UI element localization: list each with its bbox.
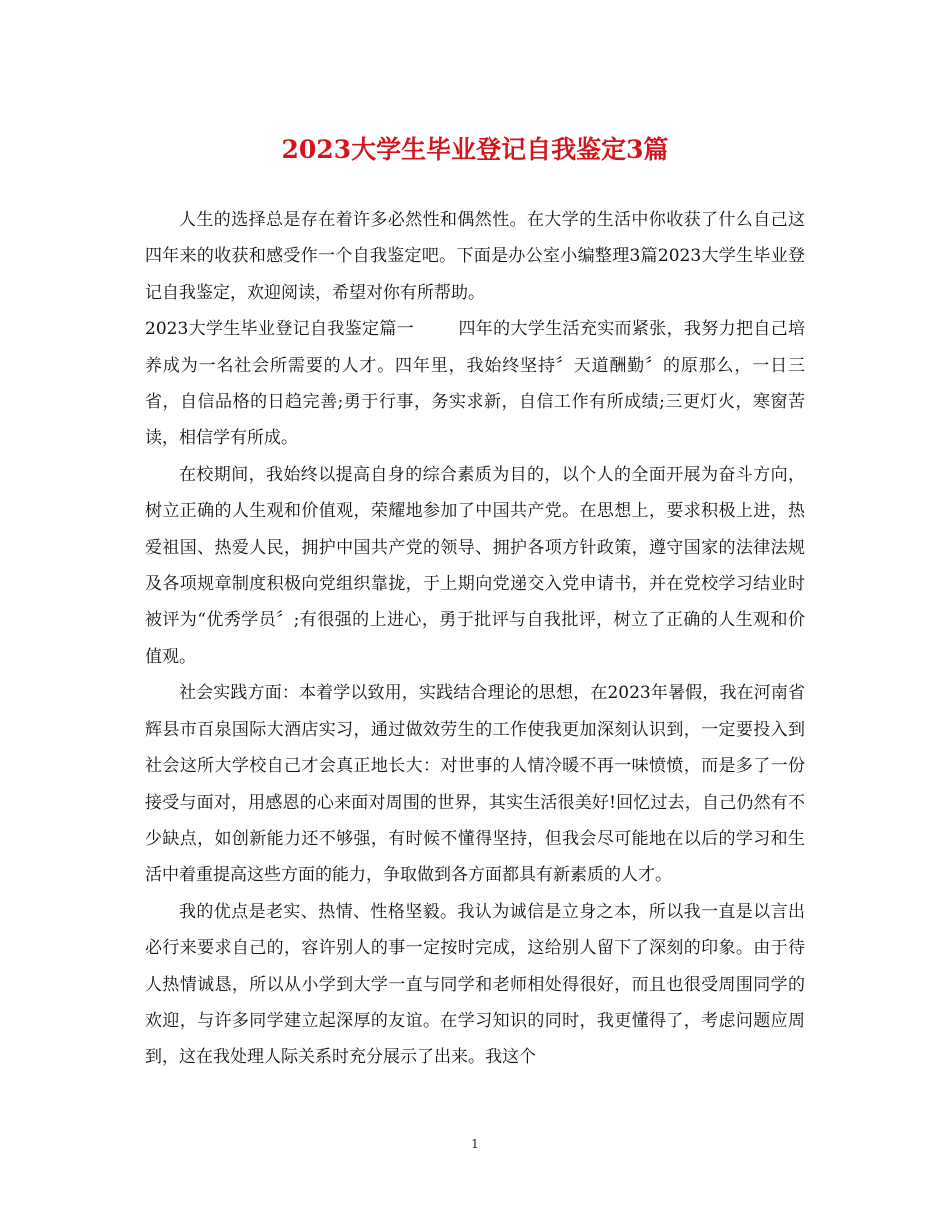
intro-paragraph: 人生的选择总是存在着许多必然性和偶然性。在大学的生活中你收获了什么自己这四年来的收获和感受作一个自我鉴定吧。下面是办公室小编整理3篇2023大学生毕业登记自我鉴定，欢迎阅读，希望对你有所帮助。 (145, 210, 805, 303)
section-heading: 2023大学生毕业登记自我鉴定篇一 (145, 319, 415, 340)
document-title: 2023大学生毕业登记自我鉴定3篇 (281, 135, 669, 164)
page-number: 1 (471, 1137, 479, 1151)
body-paragraph: 社会实践方面：本着学以致用，实践结合理论的思想，在2023年暑假，我在河南省辉县市百泉国际大酒店实习，通过做效劳生的工作使我更加深刻认识到，一定要投入到社会这所大学校自己才会真正地长大：对世事的人情冷暖不再一味愤愤，而是多了一份接受与面对，用感恩的心来面对周围的世界，其实生活很美好!回忆过去，自己仍然有不少缺点，如创新能力还不够强，有时候不懂得坚持，但我会尽可能地在以后的学习和生活中着重提高这些方面的能力，争取做到各方面都具有新素质的人才。 (145, 683, 805, 886)
document-body (145, 202, 805, 1076)
section-paragraph (145, 311, 805, 457)
body-paragraph: 我的优点是老实、热情、性格坚毅。我认为诚信是立身之本，所以我一直是以言出必行来要求自己的，容许别人的事一定按时完成，这给别人留下了深刻的印象。由于待人热情诚恳，所以从小学到大学一直与同学和老师相处得很好，而且也很受周围同学的欢迎，与许多同学建立起深厚的友谊。在学习知识的同时，我更懂得了，考虑问题应周到，这在我处理人际关系时充分展示了出来。我这个 (145, 901, 805, 1068)
body-paragraph: 在校期间，我始终以提高自身的综合素质为目的，以个人的全面开展为奋斗方向，树立正确的人生观和价值观，荣耀地参加了中国共产党。在思想上，要求积极上进，热爱祖国、热爱人民，拥护中国共产党的领导、拥护各项方针政策，遵守国家的法律法规及各项规章制度积极向党组织靠拢，于上期向党递交入党申请书，并在党校学习结业时被评为“优秀学员〞;有很强的上进心，勇于批评与自我批评，树立了正确的人生观和价值观。 (145, 464, 805, 667)
section-first-text: 四年的大学生活充实而紧张，我努力把自己培养成为一名社会所需要的人才。四年里，我始终坚持〞天道酬勤〞的原那么，一日三省，自信品格的日趋完善;勇于行事，务实求新，自信工作有所成绩;三更灯火，寒窗苦读，相信学有所成。 (145, 319, 806, 449)
